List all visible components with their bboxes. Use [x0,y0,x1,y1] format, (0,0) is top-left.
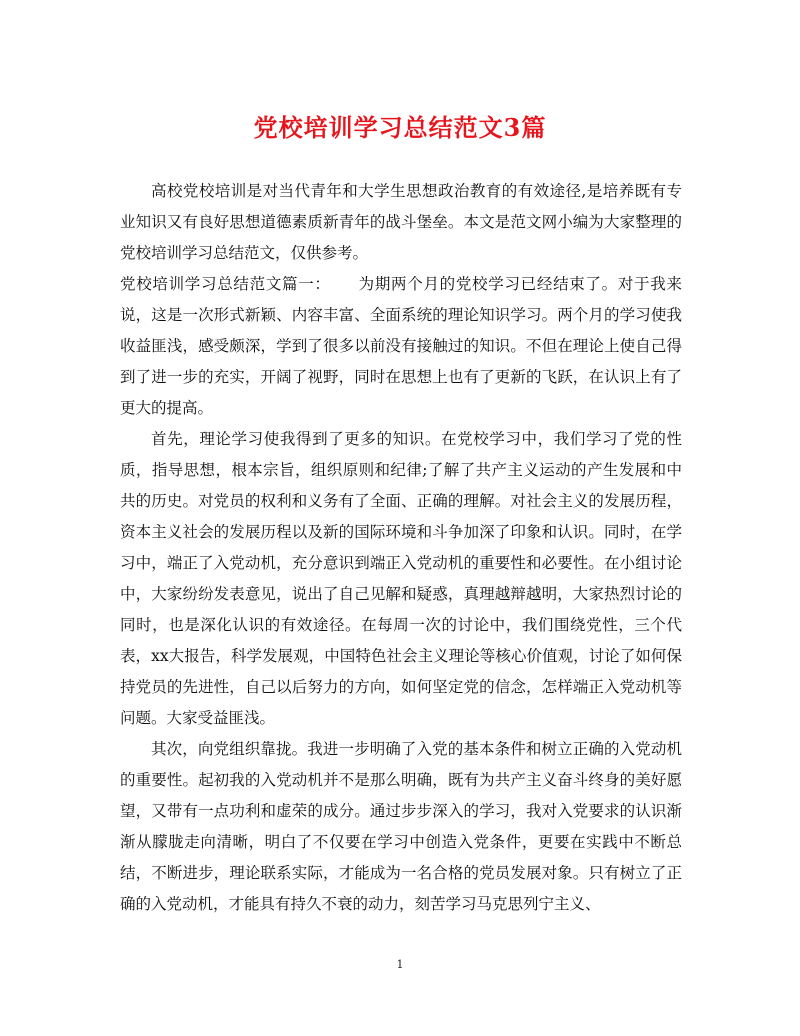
section-1-title: 党校培训学习总结范文篇一： [120,275,331,293]
page-number: 1 [396,958,404,971]
document-title: 党校培训学习总结范文3篇 [253,113,547,142]
section-1-paragraph-1: 为期两个月的党校学习已经结束了。对于我来说，这是一次形式新颖、内容丰富、全面系统的理论知识学习。两个月的学习使我收益匪浅，感受颇深，学到了很多以前没有接触过的知识。不但在理论上使自己得到了进一步的充实，开阔了视野，同时在思想上也有了更新的飞跃，在认识上有了更大的提高。 [120,275,682,417]
intro-paragraph: 高校党校培训是对当代青年和大学生思想政治教育的有效途径,是培养既有专业知识又有良好思想道德素质新青年的战斗堡垒。本文是范文网小编为大家整理的党校培训学习总结范文，仅供参考。 [120,182,682,262]
section-1-paragraph-3: 其次，向党组织靠拢。我进一步明确了入党的基本条件和树立正确的入党动机的重要性。起初我的入党动机并不是那么明确，既有为共产主义奋斗终身的美好愿望，又带有一点功利和虚荣的成分。通过步步深入的学习，我对入党要求的认识渐渐从朦胧走向清晰，明白了不仅要在学习中创造入党条件，更要在实践中不断总结，不断进步，理论联系实际，才能成为一名合格的党员发展对象。只有树立了正确的入党动机，才能具有持久不衰的动力，刻苦学习马克思列宁主义、 [120,740,682,913]
section-1-paragraph-2: 首先，理论学习使我得到了更多的知识。在党校学习中，我们学习了党的性质，指导思想，根本宗旨，组织原则和纪律;了解了共产主义运动的产生发展和中共的历史。对党员的权利和义务有了全面、正确的理解。对社会主义的发展历程，资本主义社会的发展历程以及新的国际环境和斗争加深了印象和认识。同时，在学习中，端正了入党动机，充分意识到端正入党动机的重要性和必要性。在小组讨论中，大家纷纷发表意见，说出了自己见解和疑惑，真理越辩越明，大家热烈讨论的同时，也是深化认识的有效途径。在每周一次的讨论中，我们围绕党性，三个代表，xx大报告，科学发展观，中国特色社会主义理论等核心价值观，讨论了如何保持党员的先进性，自己以后努力的方向，如何坚定党的信念，怎样端正入党动机等问题。大家受益匪浅。 [120,430,682,727]
section-1-first-paragraph [120,269,682,424]
document-body [120,176,682,920]
